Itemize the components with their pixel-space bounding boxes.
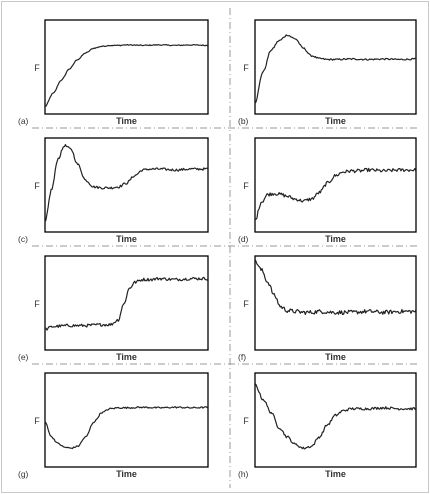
x-axis-label-a: Time xyxy=(116,116,137,126)
y-axis-label-f: F xyxy=(243,299,249,309)
panel-label-d: (d) xyxy=(238,234,249,244)
x-axis-label-h: Time xyxy=(325,469,346,479)
panel-label-e: (e) xyxy=(18,352,29,362)
plot-area-c xyxy=(45,138,208,232)
panel-label-c: (c) xyxy=(18,234,28,244)
y-axis-label-d: F xyxy=(243,181,249,191)
plot-area-f xyxy=(255,256,416,350)
plot-area-h xyxy=(255,373,416,467)
plot-area-e xyxy=(45,256,208,350)
panel-label-g: (g) xyxy=(18,469,29,479)
x-axis-label-b: Time xyxy=(325,116,346,126)
y-axis-label-a: F xyxy=(34,63,40,73)
plot-area-a xyxy=(45,20,208,114)
x-axis-label-d: Time xyxy=(325,234,346,244)
y-axis-label-g: F xyxy=(34,416,40,426)
plot-area-b xyxy=(255,20,416,114)
panel-label-f: (f) xyxy=(238,352,247,362)
plot-area-g xyxy=(45,373,208,467)
panel-label-h: (h) xyxy=(238,469,249,479)
y-axis-label-b: F xyxy=(243,63,249,73)
panel-label-b: (b) xyxy=(238,116,249,126)
x-axis-label-f: Time xyxy=(325,352,346,362)
y-axis-label-c: F xyxy=(34,181,40,191)
x-axis-label-g: Time xyxy=(116,469,137,479)
plot-area-d xyxy=(255,138,416,232)
panel-label-a: (a) xyxy=(18,116,29,126)
x-axis-label-c: Time xyxy=(116,234,137,244)
y-axis-label-h: F xyxy=(243,416,249,426)
x-axis-label-e: Time xyxy=(116,352,137,362)
y-axis-label-e: F xyxy=(34,299,40,309)
